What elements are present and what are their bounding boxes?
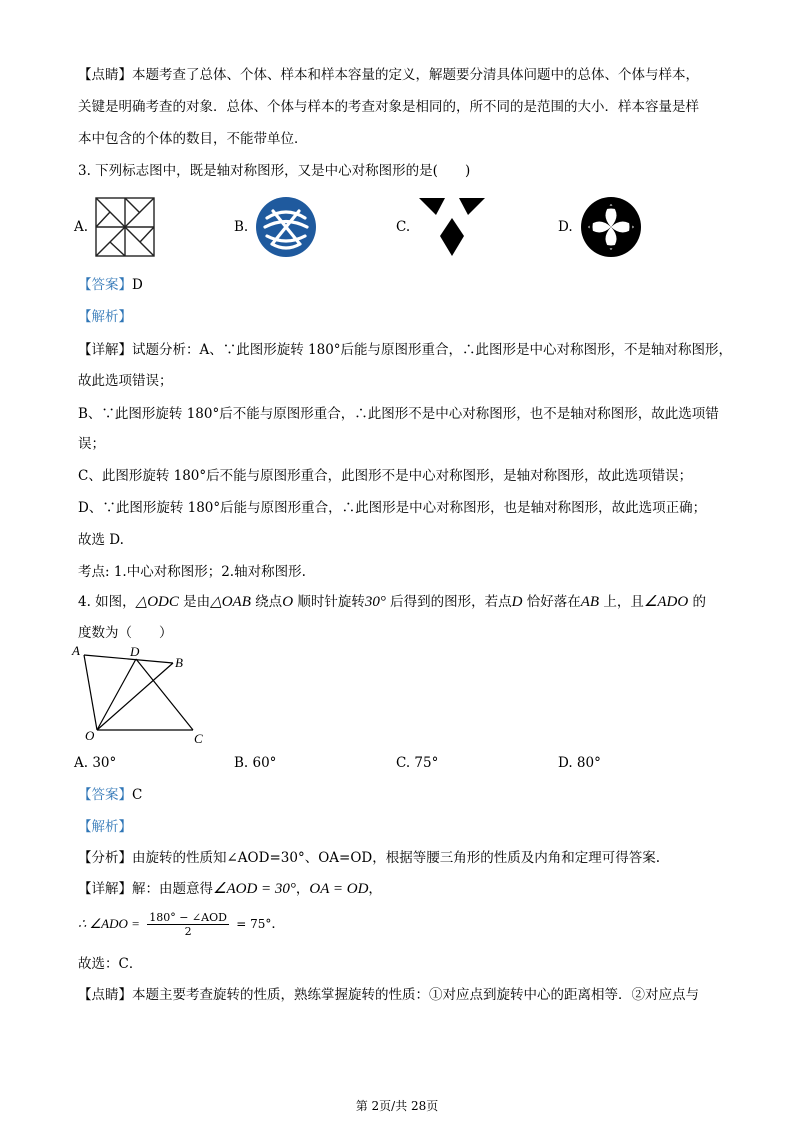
fraction: $\frac{\text{180° − ∠AOD}}{2}$ xyxy=(149,911,227,938)
q4-select: 故选：C． xyxy=(78,956,143,972)
q4-analysis-tag: 【解析】 xyxy=(78,819,132,835)
q3-detail-line-4: 误； xyxy=(78,436,105,452)
q4-option-b: B. 60° xyxy=(234,755,277,771)
dianjing-line-2: 关键是明确考查的对象．总体、个体与样本的考查对象是相同的，所不同的是范围的大小．样本容量是样 xyxy=(78,99,699,115)
q4-option-d: D. 80° xyxy=(558,755,601,771)
q4-answer: 【答案】C xyxy=(78,787,143,803)
q4-option-a: A. 30° xyxy=(74,755,117,771)
q3-detail-line-5: C、此图形旋转 180°后不能与原图形重合，此图形不是中心对称图形，是轴对称图形，故此选项错误； xyxy=(78,468,693,484)
q3-detail-line-3: B、∵此图形旋转 180°后不能与原图形重合，∴此图形不是中心对称图形，也不是轴对称图形，故此选项错 xyxy=(78,406,719,422)
dianjing-line-3: 本中包含的个体的数目，不能带单位． xyxy=(78,131,308,147)
detail-tag: 【详解】 xyxy=(78,342,132,358)
dianjing-tag: 【点睛】 xyxy=(78,67,132,83)
q3-option-c-label: C. xyxy=(396,219,411,235)
q3-analysis-tag: 【解析】 xyxy=(78,309,132,325)
answer-tag: 【答案】 xyxy=(78,277,132,293)
q3-option-a-label: A. xyxy=(74,219,89,235)
segment-od xyxy=(97,659,136,730)
pinwheel-logo-icon xyxy=(94,196,156,258)
q3-option-b-label: B. xyxy=(234,219,249,235)
question-4-line-1: 4. 如图，△ODC 是由△OAB 绕点O 顺时针旋转30° 后得到的图形，若点D 恰好落在AB 上，且∠ADO 的 xyxy=(78,594,706,610)
q4-detail-line-1: 【详解】解：由题意得∠AOD = 30°，OA = OD， xyxy=(78,881,382,897)
q3-detail-line-1: 【详解】试题分析：A、∵此图形旋转 180°后能与原图形重合，∴此图形是中心对称图形，不是轴对称图形， xyxy=(78,342,733,358)
china-mobile-logo-icon xyxy=(255,196,317,258)
q4-detail-formula: ∴ ∠ADO = $\frac{\text{180° − ∠AOD}}{2}$ = 75°． xyxy=(78,911,285,938)
page-footer: 第 2页/共 28页 xyxy=(355,1099,439,1113)
q4-fenxi: 【分析】由旋转的性质知∠AOD=30°、OA=OD，根据等腰三角形的性质及内角和定理可得答案. xyxy=(78,850,661,866)
question-4-line-2: 度数为（ ） xyxy=(78,625,173,641)
point-a-label: A xyxy=(72,643,80,658)
question-3: 3. 下列标志图中，既是轴对称图形，又是中心对称图形的是( ) xyxy=(78,163,471,179)
rotation-triangle-figure xyxy=(70,642,220,747)
segment-ao xyxy=(84,655,97,730)
q3-kaodian: 考点: 1.中心对称图形；2.轴对称图形. xyxy=(78,564,306,580)
segment-dc xyxy=(136,659,193,730)
q3-detail-line-7: 故选 D. xyxy=(78,532,124,548)
point-c-label: C xyxy=(194,731,203,746)
dianjing-line-1: 【点睛】本题考查了总体、个体、样本和样本容量的定义，解题要分清具体问题中的总体、个体与样本， xyxy=(78,67,699,83)
segment-ab xyxy=(84,655,173,663)
point-d-label: D xyxy=(130,644,140,659)
point-o-label: O xyxy=(85,728,95,743)
q4-option-c: C. 75° xyxy=(396,755,439,771)
circle-petals-logo-icon xyxy=(580,196,642,258)
q3-detail-line-2: 故此选项错误； xyxy=(78,373,173,389)
triangle-diamonds-logo-icon xyxy=(417,196,487,258)
q3-answer: 【答案】D xyxy=(78,277,143,293)
segment-ob xyxy=(97,663,173,730)
q3-detail-line-6: D、∵此图形旋转 180°后能与原图形重合，∴此图形是中心对称图形，也是轴对称图形，故此选项正确； xyxy=(78,500,707,516)
point-b-label: B xyxy=(175,655,183,670)
q3-option-d-label: D. xyxy=(558,219,573,235)
q4-dianjing: 【点睛】本题主要考查旋转的性质，熟练掌握旋转的性质：①对应点到旋转中心的距离相等．②对应点与 xyxy=(78,987,699,1003)
